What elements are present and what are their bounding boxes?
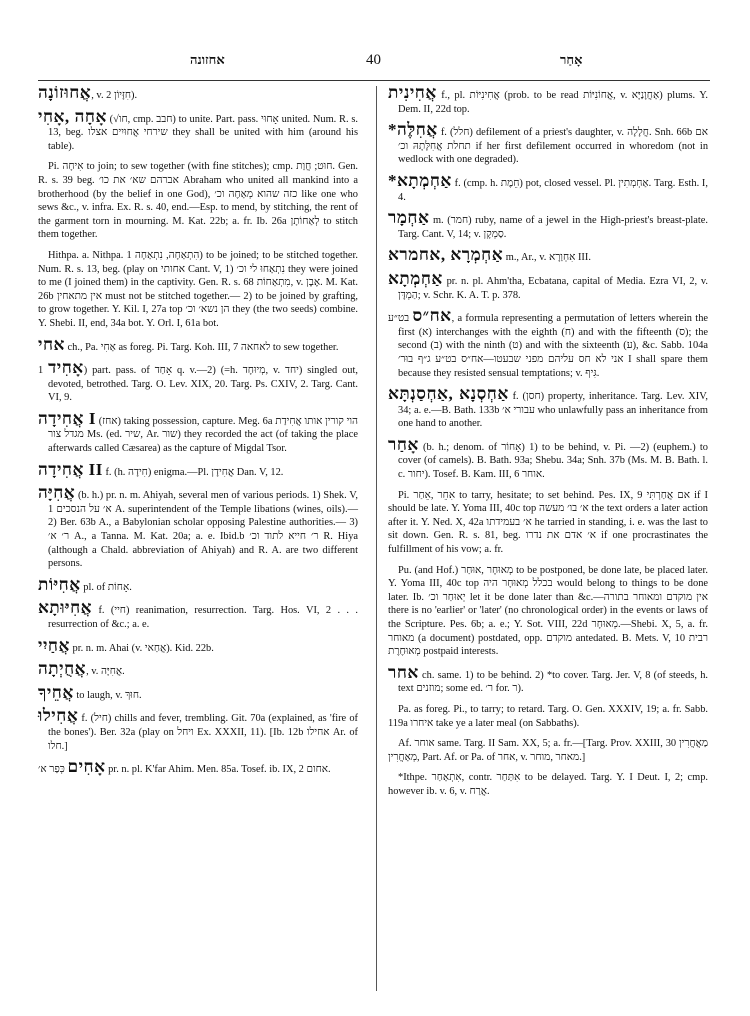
header-rule xyxy=(38,80,710,81)
entry-headword: אָחַר xyxy=(388,434,419,454)
right-column xyxy=(388,83,709,806)
entry-headword: אַחְסְנָא ,אַחְסַנְתָּא xyxy=(388,384,509,404)
entry-headword: אֲחִינִית xyxy=(388,83,437,102)
entry-definition: כְּפַר א׳ pr. n. pl. K'far Ahim. Men. 85a. Tosef. ib. IX, 2 אחום. xyxy=(38,764,331,776)
dictionary-entry xyxy=(388,83,708,116)
dictionary-entry xyxy=(38,757,358,777)
entry-headword: אֲחִיָּה xyxy=(38,483,76,503)
dictionary-entry xyxy=(388,245,708,265)
dictionary-entry xyxy=(38,598,358,631)
entry-definition: Pa. as foreg. Pi., to tarry; to retard. Targ. O. Gen. XXXIV, 19; a. fr. Sabb. 119a איחרו take ye a later meal (on Sabbaths). xyxy=(388,703,708,729)
entry-headword: *אַחְמְתָא xyxy=(388,170,452,190)
entry-definition: *Ithpe. אִתְאַחַר, contr. אִתַּחַר to be delayed. Targ. Y. I Deut. I, 2; cmp. however ib. v. 6, v. אֲרַח. xyxy=(388,772,708,797)
dictionary-entry xyxy=(388,564,708,659)
entry-definition: (√חו, cmp. חבב) to unite. Part. pass. אָחוּי united. Num. R. s. 13, beg. שירחי אֲחוּיִים אצלו they shall be united with him (around his table). xyxy=(48,113,358,152)
column-divider xyxy=(376,86,377,991)
entry-definition: Pi. אִיחָה to join; to sew together (with fine stitches); cmp. חוּט; חֲוַת. Gen. R. s. 39 beg. אברהם שא׳ את כו׳ Abraham who united all mankind into a brotherhood (by the belief in one God), כזה שהוא מְאַחֶה וכ׳ like one who sews &c., v. infra. Ex. R. s. 40, end.—Esp. to mend, by stitching, the rent of the garment torn in mourning. M. Kat. 22b; a. fr. Ib. 26a לְאַחוֹתָן to stitch them together. xyxy=(38,161,358,241)
running-head-left: אחזונה xyxy=(190,52,225,67)
entry-headword: אַחְמְתָא xyxy=(388,268,443,288)
entry-definition: to laugh, v. חוּךְ. xyxy=(73,689,142,701)
dictionary-entry xyxy=(388,268,708,302)
entry-headword: אֲחִיּוֹת xyxy=(38,574,81,594)
dictionary-entry xyxy=(38,459,358,480)
entry-headword: אֲחוּזוֹנָה xyxy=(38,83,92,102)
dictionary-entry xyxy=(388,703,708,730)
dictionary-entry xyxy=(38,574,358,595)
entry-headword: אֲחִילוּ xyxy=(38,706,79,726)
entry-headword: אֲחִידָה II xyxy=(38,459,103,479)
entry-definition: f. (h. חִידָה) enigma.—Pl. אֲחִידָן Dan. V, 12. xyxy=(102,466,284,478)
dictionary-entry xyxy=(388,662,708,696)
entry-definition: 1) part. pass. of אָחַד q. v.—2) (=h. מְיוּחָד, v. יחד) singled out, devoted, betrothed. Targ. O. Lev. XIX, 20. Targ. Ps. CXIV, 2. Targ. Cant. VI, 9. xyxy=(38,365,358,404)
entry-definition: f. (חיי) reanimation, resurrection. Targ. Hos. VI, 2 . . . resurrection of &c.; a. e. xyxy=(48,605,358,630)
dictionary-entry xyxy=(388,737,708,764)
dictionary-entry xyxy=(388,306,709,380)
entry-definition: m., Ar., v. אִחְוַרָא III. xyxy=(503,252,591,264)
entry-headword: אַחְמְרָא ,אחמרא xyxy=(388,245,504,265)
entry-definition: (b. h.) pr. n. m. Ahiyah, several men of various periods. 1) Shek. V, 1 א׳ על הנסכים A. superintendent of the Temple libations (wines, oils).—2) Ber. 63b A., a Babylonian scholar opposing Palestine authorities.— 3) ר׳ א׳ A., a Tanna. M. Kat. 20a; a. e. Ibid.b ר׳ חייא לתוד וכ׳ R. Hiya (although a Chald. abbreviation of Ahiyah) and R. A. are two different persons. xyxy=(48,490,359,570)
left-column xyxy=(38,83,359,784)
dictionary-entry xyxy=(38,483,359,571)
entry-definition: f. (חיל) chills and fever, trembling. Git. 70a (explained, as 'fire of the bones'). Ber. 32a (play on ויחל Ex. XXXII, 11). [Ib. 12b אחילו Ar. of חלו.] xyxy=(48,713,358,752)
entry-definition: ch. same. 1) to be behind. 2) *to cover. Targ. Jer. V, 8 (of steeds, h. text מוזנים; some ed. ר׳ for. ר). xyxy=(398,669,708,695)
running-head-right: אָחַר xyxy=(560,52,583,67)
dictionary-entry xyxy=(388,208,708,241)
entry-definition: pl. of אָחוֹת. xyxy=(80,581,132,593)
entry-definition: , v. חִזָּיוֹן 2). xyxy=(91,90,138,101)
dictionary-entry xyxy=(38,408,359,456)
entry-headword: אָחִים xyxy=(67,757,106,777)
dictionary-entry xyxy=(38,106,358,154)
dictionary-entry xyxy=(388,771,708,798)
entry-definition: pr. n. m. Ahai (v. אֲחַאי). Kid. 22b. xyxy=(69,642,214,654)
entry-headword: אחי xyxy=(38,334,65,354)
page-header xyxy=(40,52,710,76)
entry-headword: אֲחִידָה I xyxy=(38,408,96,428)
dictionary-entry xyxy=(38,160,358,242)
entry-headword: אָחִיד xyxy=(48,358,84,378)
dictionary-entry xyxy=(38,83,358,103)
entry-definition: , v. אֲחִיָּה. xyxy=(86,666,125,678)
entry-headword: אח״ס xyxy=(412,306,452,326)
entry-definition: Pu. (and Hof.) מְאוּחָר ,אוּחַר to be postponed, be done late, be placed later. Y. Yoma III, 40c top בכלל מְאוּחָר היה would belong to things to be done later. Ib. יְאוּחַר וכ׳ let it be done later than &c.—אין מוקדם ומאוחר בתורה there is no 'earlier' or 'later' (no chronological order) in the events or laws of the Scripture. Pes. 6b; a. e.; Y. Sot. VIII, 22d מְאוּחָר.—Shebi. X, 5, a. fr. מאוחר (a document) postdated, opp. מוקדם antedated. B. Mets. V, 10 רבית מְאוּחֶרֶת postpaid interests. xyxy=(388,564,709,658)
entry-definition: בט״ע, a formula representing a permutation of letters wherein the first (א) interchanges with the eighth (ח) and with the fifteenth (ס); the second (ב) with the ninth (ט) and with the sixteenth (ע), &c. Sabb. 104a אני לא חס עליהם מפני שבעטו—אח״ס בט״ע ג״ף בוּר׳ I shall spare them because they resisted sensual temptations; v. גִּיף. xyxy=(388,313,709,379)
entry-definition: m. (חמר) ruby, name of a jewel in the High-priest's breast-plate. Targ. Cant. V, 14; v. סַמְקָן. xyxy=(398,215,708,240)
entry-definition: pr. n. pl. Ahm'tha, Ecbatana, capital of Media. Ezra VI, 2, v. הַמְדָּן; v. Schr. K. A. T. p. 378. xyxy=(398,275,708,301)
entry-definition: f. (cmp. h. חֵמֶת) pot, closed vessel. Pl. אַחְמְתִין. Targ. Esth. I, 4. xyxy=(398,177,708,203)
dictionary-entry xyxy=(38,358,358,405)
entry-definition: Af. אוחר same. Targ. II Sam. XX, 5; a. fr.—[Targ. Prov. XXIII, 30 מַאֲחֲרִין ,מְאַחֲרִין Part. Af. or Pa. of אחר, v. מאחר ,מוחר.] xyxy=(388,738,708,763)
entry-headword: אחר xyxy=(388,662,419,682)
dictionary-entry xyxy=(388,120,709,167)
entry-definition: f., pl. אֲחִינִיּוֹת (prob. to be read אֲחוֹנִיּוֹת, v. אַחֲוָנַיָּא) plums. Y. Dem. II, 22d top. xyxy=(398,90,708,115)
dictionary-entry xyxy=(388,384,709,431)
entry-definition: (אחז) taking possession, capture. Meg. 6a הוי קורין אותו אֲחִידַת מגדל צור Ms. (ed. שיר, Ar. שור) they recorded the act (of taking the place afterwards called Cæsarea) as the capture of Migdal Tsor. xyxy=(48,415,359,455)
dictionary-entry xyxy=(38,659,358,679)
entry-headword: אַחְמָר xyxy=(388,208,430,228)
dictionary-entry xyxy=(388,489,708,557)
entry-definition: Hithpa. a. Nithpa. הִתְאַחָה, נִתְאַחָה 1) to be joined; to be stitched together. Num. R. s. 13, beg. (play on אחותי Cant. V, 1) נִתְאַחוּ לי וכ׳ they were joined to me (I joined them) in the captivity. Gen. R. s. 68 מִתְאַחוֹת, v. אֶבֶן. M. Kat. 26b אין מתאחין must not be stitched together.— 2) to be joined by grafting, to grow together. Y. Kil. I, 27a top הן נשא׳ וכ׳ they (the two seeds) combine. Y. Shebi. II, end, 34a bot. Y. Orl. I, 61a bot. xyxy=(38,249,359,329)
entry-headword: אֲחֻיְתָה xyxy=(38,659,87,679)
entry-headword: אָחָה ,אָחִי xyxy=(38,106,107,126)
entry-headword: אֲחֵיךָ xyxy=(38,682,74,702)
dictionary-entry xyxy=(38,334,358,355)
entry-headword: אֲחַיִי xyxy=(38,635,70,655)
page-number: 40 xyxy=(366,52,381,68)
dictionary-entry xyxy=(388,434,708,482)
entry-definition: f. (חסן) property, inheritance. Targ. Lev. XIV, 34; a. e.—B. Bath. 133b עבורי א׳ who unlawfully pass an inheritance from one hand to another. xyxy=(398,391,709,430)
dictionary-entry xyxy=(38,682,358,703)
dictionary-entry xyxy=(38,249,358,331)
entry-headword: *אֲחִלֶּה xyxy=(388,120,438,140)
dictionary-entry xyxy=(388,170,708,204)
entry-definition: f. (חלל) defilement of a priest's daughter, v. חֲלָלָה. Snh. 66b אם תחלת אֲחִלָּתָהּ וכ׳ if her first defilement occurred in whoredom (not in wedlock with one degraded). xyxy=(398,127,709,166)
entry-definition: (b. h.; denom. of אָחוֹר) 1) to be behind, v. Pi. —2) (euphem.) to cover (of camels). B. Bath. 93a; Shebu. 34a; Snh. 37b (Ms. M. B. Bath. l. c. יחור). Tosef. B. Kam. III, 6 אוחר. xyxy=(398,441,708,481)
entry-definition: ch., Pa. אַחִי as foreg. Pi. Targ. Koh. III, 7 לאחאה to sew together. xyxy=(64,341,339,353)
entry-headword: אֲחִיּוּתָא xyxy=(38,598,93,618)
dictionary-entry xyxy=(38,635,358,656)
dictionary-entry xyxy=(38,706,358,753)
entry-definition: Pi. אִחֵר ,אֵחַר to tarry, hesitate; to set behind. Pes. IX, 9 אם אֲחַרְתִּי if I should be late. Y. Yoma III, 40c top א׳ בו׳ מעשה the text orders a later action after it. Y. Ned. X, 42a א׳ בעמידתו he tarried in standing, i. e. was the last to sit down. Gen. R. s. 81, beg. א׳ אדם את נדרו if one procrastinates the fulfillment of his vow; a. fr. xyxy=(388,489,709,556)
